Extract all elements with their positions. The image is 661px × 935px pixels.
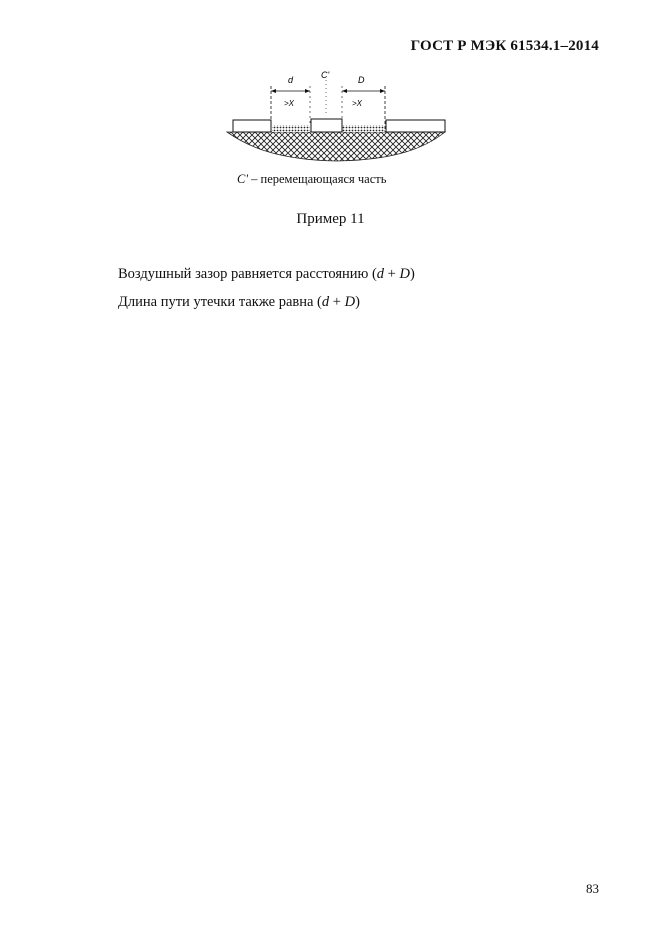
conductor-left [233, 120, 271, 132]
paragraph-text: Длина пути утечки также равна ( [118, 294, 322, 310]
label-c-prime: C' [321, 70, 330, 80]
diagram-svg [225, 66, 450, 166]
conductor-right [386, 120, 445, 132]
document-header: ГОСТ Р МЭК 61534.1–2014 [410, 38, 599, 54]
creepage-diagram [225, 66, 450, 166]
paragraph-creepage [118, 294, 360, 311]
label-x-left: >X [284, 99, 295, 108]
label-x-right: >X [352, 99, 363, 108]
plus-sign: + [329, 294, 345, 310]
symbol-d: d [321, 294, 330, 310]
plus-sign: + [384, 266, 400, 282]
moving-part [311, 119, 342, 132]
label-D: D [358, 75, 365, 85]
close-paren: ) [409, 266, 415, 282]
symbol-d: d [376, 266, 385, 282]
groove-fill-right [342, 125, 385, 132]
close-paren: ) [355, 294, 360, 310]
label-d: d [288, 75, 294, 85]
figure-caption [237, 172, 386, 187]
paragraph-text: Воздушный зазор равняется расстоянию ( [118, 266, 377, 282]
paragraph-air-gap [118, 266, 415, 283]
symbol-D: D [344, 294, 356, 310]
caption-text: – перемещающаяся часть [248, 172, 387, 186]
caption-symbol: C' [237, 172, 249, 186]
symbol-D: D [399, 266, 410, 282]
example-title: Пример 11 [296, 211, 365, 227]
groove-fill-left [272, 125, 310, 132]
page-number: 83 [586, 881, 599, 896]
insulation-base [227, 132, 445, 161]
